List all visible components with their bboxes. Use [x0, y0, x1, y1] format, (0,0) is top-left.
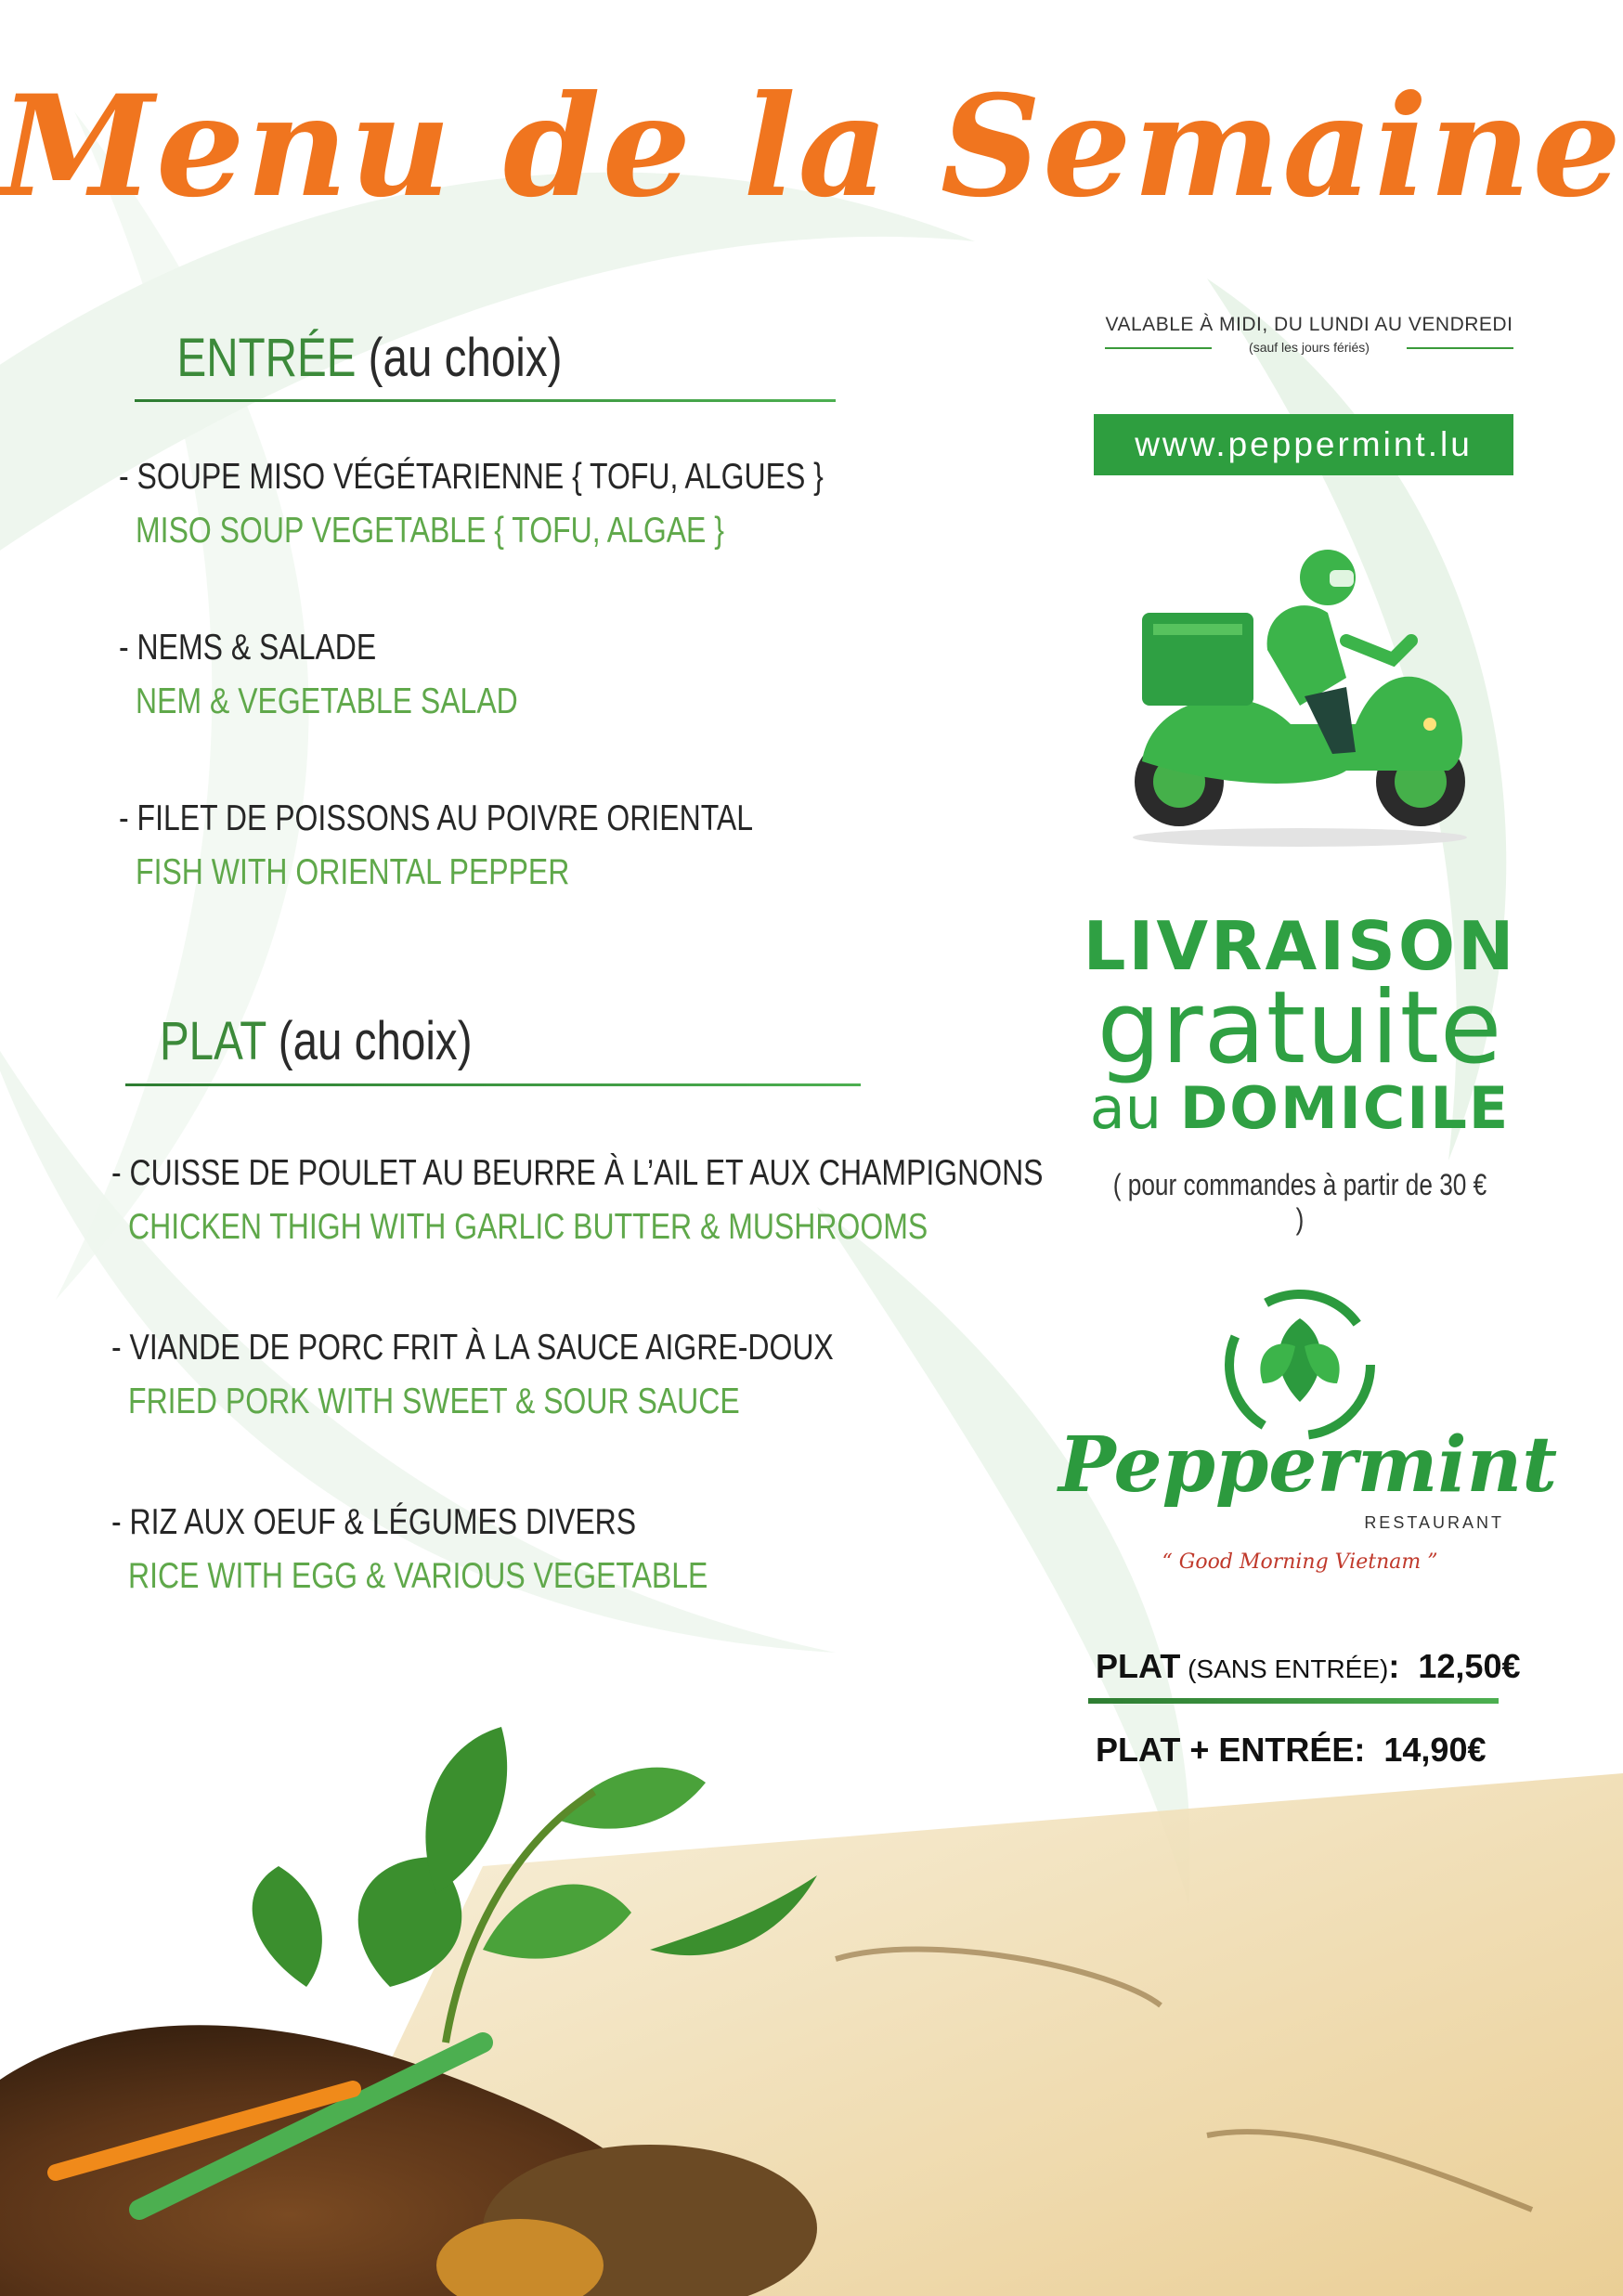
plat-heading	[160, 1010, 473, 1072]
delivery-line-3-bold: DOMICILE	[1179, 1074, 1511, 1142]
plat-item-english: CHICKEN THIGH WITH GARLIC BUTTER & MUSHROOMS	[128, 1207, 928, 1247]
entree-item-english: NEM & VEGETABLE SALAD	[136, 681, 518, 721]
validity-days: VALABLE À MIDI, DU LUNDI AU VENDREDI	[1105, 314, 1513, 335]
plat-choice-note: (au choix)	[266, 1011, 473, 1071]
minimum-order-note: ( pour commandes à partir de 30 € )	[1112, 1168, 1487, 1236]
price-plat-colon: :	[1388, 1647, 1400, 1685]
entree-choice-note: (au choix)	[356, 328, 563, 388]
entree-heading	[177, 327, 563, 389]
free-delivery-banner	[1077, 907, 1523, 1142]
page-title: Menu de la Semaine	[0, 65, 1623, 228]
entree-item	[119, 628, 518, 722]
logo-name: Peppermint	[1058, 1420, 1558, 1510]
entree-item-french: - FILET DE POISSONS AU POIVRE ORIENTAL	[119, 798, 753, 838]
plat-item-french: - RIZ AUX OEUF & LÉGUMES DIVERS	[111, 1502, 637, 1542]
validity-rule-right	[1407, 347, 1513, 349]
peppermint-logo	[1058, 1281, 1558, 1588]
plat-item	[111, 1153, 1044, 1248]
plat-divider	[125, 1083, 861, 1086]
plat-label: PLAT	[159, 1011, 266, 1071]
website-link[interactable]: www.peppermint.lu	[1094, 414, 1513, 475]
plat-item	[111, 1502, 708, 1597]
delivery-line-3	[1077, 1075, 1523, 1142]
delivery-line-1: LIVRAISON	[1083, 907, 1517, 985]
plat-item-english: FRIED PORK WITH SWEET & SOUR SAUCE	[128, 1381, 740, 1421]
plat-item-french: - CUISSE DE POULET AU BEURRE À L’AIL ET AUX CHAMPIGNONS	[111, 1153, 1044, 1193]
entree-item-english: MISO SOUP VEGETABLE { TOFU, ALGAE }	[136, 511, 724, 551]
logo-subtitle: RESTAURANT	[1364, 1513, 1504, 1532]
entree-item-french: - NEMS & SALADE	[119, 628, 377, 668]
logo-tagline: “ Good Morning Vietnam ”	[1162, 1550, 1438, 1574]
price-plat-note: (SANS ENTRÉE)	[1180, 1654, 1389, 1683]
entree-item	[119, 798, 753, 893]
delivery-line-3-prefix: au	[1089, 1074, 1162, 1142]
entree-item	[119, 457, 824, 551]
plat-item	[111, 1328, 834, 1422]
price-combo-colon: :	[1354, 1731, 1366, 1769]
entree-divider	[135, 399, 836, 402]
plat-item-english: RICE WITH EGG & VARIOUS VEGETABLE	[128, 1556, 708, 1596]
price-plat-value: 12,50€	[1418, 1647, 1521, 1685]
price-combo-value: 14,90€	[1383, 1731, 1487, 1769]
delivery-line-2: gratuite	[1097, 970, 1503, 1086]
entree-label: ENTRÉE	[176, 328, 357, 388]
price-combo-label: PLAT + ENTRÉE	[1096, 1731, 1355, 1769]
delivery-scooter-icon	[1114, 538, 1486, 854]
entree-item-french: - SOUPE MISO VÉGÉTARIENNE { TOFU, ALGUES }	[119, 457, 824, 497]
validity-rule-left	[1105, 347, 1212, 349]
price-plat-label: PLAT	[1096, 1647, 1181, 1685]
validity-note	[1096, 314, 1523, 355]
validity-holidays: (sauf les jours fériés)	[1249, 340, 1370, 355]
plat-item-french: - VIANDE DE PORC FRIT À LA SAUCE AIGRE-DOUX	[111, 1328, 834, 1368]
entree-item-english: FISH WITH ORIENTAL PEPPER	[136, 852, 570, 892]
food-photo	[0, 1653, 1623, 2296]
